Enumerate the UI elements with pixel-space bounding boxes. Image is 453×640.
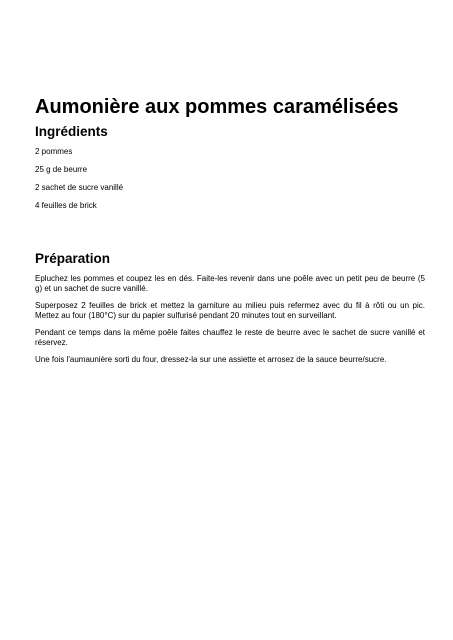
preparation-step: Une fois l'aumaunière sorti du four, dressez-la sur une assiette et arrosez de la sauce beurre/sucre.: [35, 355, 387, 364]
ingredients-heading: Ingrédients: [35, 124, 108, 139]
ingredient-list: [35, 147, 123, 219]
preparation-step: Epluchez les pommes et coupez les en dés. Faite-les revenir dans une poêle avec un petit peu de beurre (5 g) et un sachet de sucre vanillé.: [35, 274, 425, 293]
ingredient-item: 4 feuilles de brick: [35, 201, 97, 210]
ingredient-item: 25 g de beurre: [35, 165, 88, 174]
ingredient-item: 2 sachet de sucre vanillé: [35, 183, 124, 192]
preparation-steps: [35, 274, 425, 372]
preparation-step: Pendant ce temps dans la même poêle faites chauffez le reste de beurre avec le sachet de sucre vanillé et réservez.: [35, 328, 425, 347]
page-title: Aumonière aux pommes caramélisées: [35, 96, 399, 118]
ingredient-item: 2 pommes: [35, 147, 73, 156]
preparation-step: Superposez 2 feuilles de brick et mettez la garniture au milieu puis refermez avec du fil à rôti ou un pic. Mettez au four (180°C) sur du papier sulfurisé pendant 20 minutes tout en surveillant.: [35, 301, 425, 320]
preparation-heading: Préparation: [35, 251, 111, 266]
